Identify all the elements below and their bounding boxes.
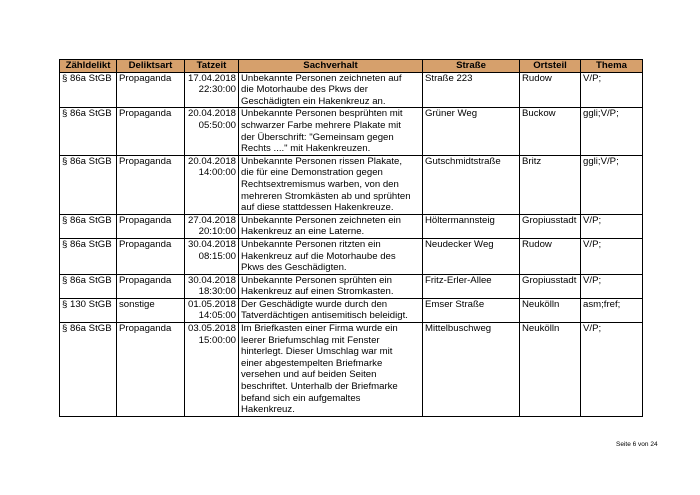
cell-sachverhalt [239, 238, 423, 274]
sachverhalt-line: Unbekannte Personen sprühten ein [241, 274, 392, 286]
tatzeit-date: 30.04.2018 [187, 274, 236, 286]
cell-zaehldelikt: § 86a StGB [60, 274, 117, 298]
header-zaehldelikt: Zähldelikt [60, 60, 117, 73]
tatzeit-date: 30.04.2018 [187, 238, 236, 250]
tatzeit-time: 15:00:00 [198, 334, 236, 346]
sachverhalt-line: die für eine Demonstration gegen [241, 167, 383, 179]
tatzeit-time: 05:50:00 [198, 119, 236, 131]
header-sachverhalt: Sachverhalt [239, 60, 423, 73]
tatzeit-time: 22:30:00 [198, 84, 236, 96]
sachverhalt-line: Rechts ...." mit Hakenkreuzen. [241, 143, 371, 155]
sachverhalt-line: Pkws des Geschädigten. [241, 262, 347, 274]
page-number: Seite 6 von 24 [616, 441, 658, 448]
sachverhalt-line: versehen und auf beiden Seiten [241, 369, 377, 381]
cell-deliktsart: Propaganda [117, 274, 185, 298]
sachverhalt-line: Unbekannte Personen zeichneten auf [241, 72, 402, 84]
cell-ortsteil: Britz [520, 155, 581, 214]
cell-tatzeit [185, 298, 239, 322]
tatzeit-time: 14:05:00 [198, 310, 236, 322]
cell-sachverhalt [239, 72, 423, 108]
sachverhalt-line: hinterlegt. Dieser Umschlag war mit [241, 346, 393, 358]
sachverhalt-line: Unbekannte Personen besprühten mit [241, 108, 403, 120]
table-row [60, 72, 643, 108]
cell-ortsteil: Neukölln [520, 323, 581, 417]
sachverhalt-line: leerer Briefumschlag mit Fenster [241, 334, 380, 346]
cell-zaehldelikt: § 86a StGB [60, 155, 117, 214]
cell-strasse: Gutschmidtstraße [423, 155, 520, 214]
cell-thema: asm;fref; [581, 298, 643, 322]
sachverhalt-line: die Motorhaube des Pkws der [241, 84, 368, 96]
cell-sachverhalt [239, 155, 423, 214]
cell-ortsteil: Gropiusstadt [520, 274, 581, 298]
cell-thema: V/P; [581, 238, 643, 274]
sachverhalt-line: Hakenkreuz auf einen Stromkasten. [241, 286, 394, 298]
cell-strasse: Fritz-Erler-Allee [423, 274, 520, 298]
tatzeit-date: 03.05.2018 [187, 323, 236, 335]
cell-zaehldelikt: § 86a StGB [60, 214, 117, 238]
cell-deliktsart: Propaganda [117, 155, 185, 214]
cell-sachverhalt [239, 298, 423, 322]
cell-ortsteil: Rudow [520, 72, 581, 108]
cell-sachverhalt [239, 214, 423, 238]
table-row [60, 298, 643, 322]
cell-deliktsart: Propaganda [117, 108, 185, 155]
header-deliktsart: Deliktsart [117, 60, 185, 73]
tatzeit-date: 17.04.2018 [187, 72, 236, 84]
cell-zaehldelikt: § 130 StGB [60, 298, 117, 322]
cell-zaehldelikt: § 86a StGB [60, 323, 117, 417]
sachverhalt-line: Hakenkreuz auf die Motorhaube des [241, 250, 396, 262]
cell-strasse: Straße 223 [423, 72, 520, 108]
sachverhalt-line: Rechtsextremismus warben, von den [241, 178, 399, 190]
tatzeit-time: 18:30:00 [198, 286, 236, 298]
cell-strasse: Neudecker Weg [423, 238, 520, 274]
header-strasse: Straße [423, 60, 520, 73]
incident-table [59, 59, 643, 417]
sachverhalt-line: mehreren Stromkästen ab und sprühten [241, 190, 411, 202]
tatzeit-date: 20.04.2018 [187, 155, 236, 167]
cell-strasse: Höltermannsteig [423, 214, 520, 238]
sachverhalt-line: Hakenkreuz. [241, 404, 295, 416]
cell-thema: ggli;V/P; [581, 155, 643, 214]
tatzeit-date: 20.04.2018 [187, 108, 236, 120]
sachverhalt-line: Hakenkreuz an eine Laterne. [241, 226, 365, 238]
cell-deliktsart: sonstige [117, 298, 185, 322]
cell-tatzeit [185, 214, 239, 238]
table-row [60, 323, 643, 417]
cell-deliktsart: Propaganda [117, 238, 185, 274]
cell-tatzeit [185, 72, 239, 108]
sachverhalt-line: Unbekannte Personen ritzten ein [241, 238, 381, 250]
cell-thema: V/P; [581, 323, 643, 417]
tatzeit-date: 27.04.2018 [187, 214, 236, 226]
cell-tatzeit [185, 155, 239, 214]
sachverhalt-line: Der Geschädigte wurde durch den [241, 298, 388, 310]
cell-thema: ggli;V/P; [581, 108, 643, 155]
cell-strasse: Grüner Weg [423, 108, 520, 155]
sachverhalt-line: Geschädigten ein Hakenkreuz an. [241, 95, 386, 107]
sachverhalt-line: auf diese stattdessen Hakenkreuze. [241, 202, 394, 214]
table-row [60, 108, 643, 155]
sachverhalt-line: Unbekannte Personen rissen Plakate, [241, 155, 403, 167]
sachverhalt-line: der Überschrift: "Gemeinsam gegen [241, 131, 394, 143]
table-header-row [60, 60, 643, 73]
cell-sachverhalt [239, 274, 423, 298]
sachverhalt-line: Unbekannte Personen zeichneten ein [241, 214, 402, 226]
cell-tatzeit [185, 323, 239, 417]
cell-ortsteil: Gropiusstadt [520, 214, 581, 238]
cell-thema: V/P; [581, 274, 643, 298]
sachverhalt-line: beschriftet. Unterhalb der Briefmarke [241, 381, 398, 393]
cell-zaehldelikt: § 86a StGB [60, 72, 117, 108]
cell-tatzeit [185, 238, 239, 274]
cell-strasse: Mittelbuschweg [423, 323, 520, 417]
table-row [60, 274, 643, 298]
sachverhalt-line: schwarzer Farbe mehrere Plakate mit [241, 119, 401, 131]
sachverhalt-line: Im Briefkasten einer Firma wurde ein [241, 323, 398, 335]
header-ortsteil: Ortsteil [520, 60, 581, 73]
cell-deliktsart: Propaganda [117, 214, 185, 238]
tatzeit-time: 14:00:00 [198, 167, 236, 179]
cell-sachverhalt [239, 108, 423, 155]
cell-strasse: Emser Straße [423, 298, 520, 322]
cell-ortsteil: Neukölln [520, 298, 581, 322]
cell-deliktsart: Propaganda [117, 72, 185, 108]
cell-zaehldelikt: § 86a StGB [60, 108, 117, 155]
cell-thema: V/P; [581, 72, 643, 108]
cell-ortsteil: Rudow [520, 238, 581, 274]
header-tatzeit: Tatzeit [185, 60, 239, 73]
cell-ortsteil: Buckow [520, 108, 581, 155]
cell-tatzeit [185, 274, 239, 298]
cell-deliktsart: Propaganda [117, 323, 185, 417]
cell-sachverhalt [239, 323, 423, 417]
table-row [60, 155, 643, 214]
header-thema: Thema [581, 60, 643, 73]
sachverhalt-line: befand sich ein aufgemaltes [241, 392, 361, 404]
cell-tatzeit [185, 108, 239, 155]
cell-thema: V/P; [581, 214, 643, 238]
table-row [60, 238, 643, 274]
sachverhalt-line: einer abgestempelten Briefmarke [241, 357, 383, 369]
tatzeit-time: 20:10:00 [198, 226, 236, 238]
table-row [60, 214, 643, 238]
tatzeit-date: 01.05.2018 [187, 298, 236, 310]
cell-zaehldelikt: § 86a StGB [60, 238, 117, 274]
tatzeit-time: 08:15:00 [198, 250, 236, 262]
sachverhalt-line: Tatverdächtigen antisemitisch beleidigt. [241, 310, 408, 322]
